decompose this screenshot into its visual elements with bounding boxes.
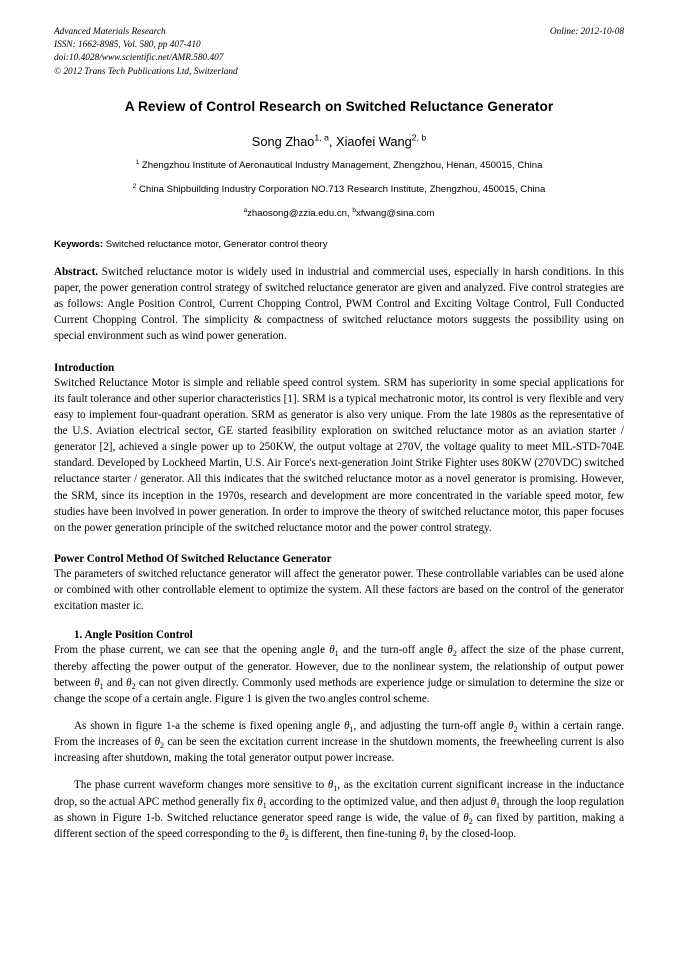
author-emails bbox=[54, 208, 624, 219]
section-heading-power-control: Power Control Method Of Switched Reluctance Generator bbox=[54, 552, 332, 565]
apc-p3-seg-e: can fixed by partition, making a different section of the speed corresponding to the bbox=[54, 811, 624, 840]
header-journal-info bbox=[54, 26, 238, 79]
apc-p2-seg-c: within a certain range. From the increases of bbox=[54, 719, 624, 749]
email-marker-a: a bbox=[243, 206, 248, 214]
author-separator: , bbox=[328, 133, 337, 149]
apc-p1-sub-1: 1 bbox=[334, 649, 339, 659]
keywords-label: Keywords: bbox=[54, 238, 104, 250]
author-name-2: Xiaofei Wang bbox=[336, 133, 412, 149]
copyright: © 2012 Trans Tech Publications Ltd, Switzerland bbox=[54, 66, 238, 77]
apc-p1-sub-3: 1 bbox=[99, 681, 104, 691]
apc-p1-theta-4: θ bbox=[126, 676, 132, 689]
apc-p3-theta-6: θ bbox=[419, 827, 425, 840]
apc-p3-theta-5: θ bbox=[279, 827, 285, 840]
apc-p1-sub-2: 2 bbox=[452, 649, 457, 659]
page-header bbox=[54, 26, 624, 79]
author-list bbox=[54, 134, 624, 149]
apc-p1-theta-1: θ bbox=[329, 644, 335, 657]
apc-p1-seg-a: From the phase current, we can see that the opening angle bbox=[54, 644, 330, 657]
author-name-1: Song Zhao bbox=[251, 133, 315, 149]
apc-p2-seg-a: As shown in figure 1-a the scheme is fixed opening angle bbox=[74, 719, 345, 732]
apc-p2-sub-2: 2 bbox=[513, 725, 518, 735]
affiliation-marker-2: 2 bbox=[132, 182, 137, 190]
apc-p3-seg-f: is different, then fine-tuning bbox=[288, 827, 420, 840]
apc-p2-seg-d: can be seen the excitation current increase in the shutdown moments, the freewheeling current is also increasing after shutdown, making the total generator output power increase. bbox=[54, 736, 624, 765]
affiliation-marker-1: 1 bbox=[135, 158, 140, 166]
journal-name: Advanced Materials Research bbox=[54, 27, 166, 37]
apc-p3-seg-g: by the closed-loop. bbox=[428, 827, 517, 840]
doi: doi:10.4028/www.scientific.net/AMR.580.407 bbox=[54, 53, 224, 64]
affiliation-text-1: Zhengzhou Institute of Aeronautical Industry Management, Zhengzhou, Henan, 450015, China bbox=[141, 159, 543, 171]
abstract-block bbox=[54, 264, 624, 345]
email-marker-b: b bbox=[352, 206, 356, 214]
subsection-heading-angle-position-control: 1. Angle Position Control bbox=[74, 629, 193, 642]
apc-p1-seg-e: can not given directly. Commonly used methods are experience judge or simulation to determine the size or change the scope of a certain angle. Figure 1 is given the two angles control scheme. bbox=[54, 676, 624, 705]
apc-p3-seg-d: through the loop regulation as shown in Figure 1-b. Switched reluctance generator speed range is wide, the value of bbox=[54, 795, 624, 824]
affiliation-text-2: China Shipbuilding Industry Corporation NO.713 Research Institute, Zhengzhou, 450015, China bbox=[138, 183, 546, 195]
apc-p3-theta-1: θ bbox=[327, 779, 334, 792]
header-online-date bbox=[550, 26, 624, 39]
apc-p1-theta-3: θ bbox=[94, 676, 100, 689]
apc-p2-theta-2: θ bbox=[508, 719, 514, 732]
apc-p3-theta-2: θ bbox=[257, 795, 263, 808]
power-control-paragraph: The parameters of switched reluctance generator will affect the generator power. These controllable variables can be used alone or combined with other controllable element to optimize the system. All these factors are based on the control of the generator excitation master ic. bbox=[54, 567, 624, 613]
affiliation-1 bbox=[54, 160, 624, 173]
apc-p1-theta-2: θ bbox=[447, 644, 453, 657]
apc-p3-sub-1: 1 bbox=[333, 784, 338, 794]
abstract-text: Switched reluctance motor is widely used in industrial and commercial uses, especially in harsh conditions. In this paper, the power generation control strategy of switched reluctance generator are given and analyzed. Five control strategies are as follows: Angle Position Control, Current Chopping Control, PWM Control and Exciting Voltage Control, Full Conducted Current Chopping Control. The simplicity & compactness of switched reluctance motors suggests the possibility using on special environment such as wind power generation. bbox=[54, 265, 624, 343]
section-heading-introduction: Introduction bbox=[54, 361, 115, 374]
online-date: Online: 2012-10-08 bbox=[549, 27, 624, 37]
email-b: xfwang@sina.com bbox=[355, 207, 435, 219]
angle-control-paragraph-3 bbox=[54, 777, 624, 842]
apc-p1-seg-b: and the turn-off angle bbox=[338, 644, 448, 657]
issn-volume: ISSN: 1662-8985, Vol. 580, pp 407-410 bbox=[54, 40, 201, 51]
keywords-value: Switched reluctance motor, Generator control theory bbox=[103, 238, 328, 250]
introduction-paragraph: Switched Reluctance Motor is simple and reliable speed control system. SRM has superiority in some special applications for its fault tolerance and other superior characteristics [1]. SRM is a typical mechatronic motor, its control is very flexible and very easy to implement four-quadrant operation. SRM as generator is also very unique. From the late 1980s as the representative of the U.S. Aviation electrical sector, GE started feasibility exploration on switched reluctance motor as an aviation starter / generator [2], achieved a single power up to 250KW, the output voltage at 270V, the voltage quality to meet MIL-STD-704E standard. Developed by Lockheed Martin, U.S. Air Force's next-generation Joint Strike Fighter uses 80KW (270VDC) switched reluctance starter / generator. All this indicates that the switched reluctance motor as a novel generator is promising. However, the SRM, since its inception in the 1970s, research and development are more concentrated in the variable speed motor, few studies have been involved in power generation. In order to improve the theory of switched reluctance motor, this paper focuses on the power generation principle of the switched reluctance motor and the power control strategy. bbox=[54, 376, 624, 534]
abstract-label: Abstract. bbox=[54, 265, 99, 278]
author-affil-marker-1: 1, a bbox=[314, 132, 329, 143]
affiliation-2 bbox=[54, 184, 624, 197]
apc-p3-theta-4: θ bbox=[463, 811, 469, 824]
apc-p2-seg-b: , and adjusting the turn-off angle bbox=[353, 719, 509, 732]
apc-p3-theta-3: θ bbox=[490, 795, 497, 808]
apc-p2-theta-3: θ bbox=[154, 736, 161, 749]
apc-p3-seg-b: , as the excitation current significant increase in the inductance drop, so the actual APC method generally fix bbox=[54, 779, 625, 808]
apc-p3-sub-6: 1 bbox=[424, 833, 429, 843]
apc-p3-seg-c: according to the optimized value, and then adjust bbox=[266, 795, 491, 808]
apc-p3-sub-4: 2 bbox=[468, 816, 473, 826]
apc-p3-sub-3: 1 bbox=[496, 800, 501, 810]
page-title: A Review of Control Research on Switched Reluctance Generator bbox=[124, 98, 554, 114]
apc-p1-seg-c: affect the size of the phase current, thereby affecting the power output of the generator. However, due to the nonlinear system, the relationship of output power between bbox=[54, 644, 624, 689]
email-a: zhaosong@zzia.edu.cn, bbox=[247, 207, 353, 219]
apc-p2-sub-3: 2 bbox=[160, 741, 165, 751]
apc-p2-sub-1: 1 bbox=[349, 725, 354, 735]
apc-p1-sub-4: 2 bbox=[131, 681, 136, 691]
apc-p3-seg-a: The phase current waveform changes more sensitive to bbox=[74, 779, 328, 792]
angle-control-paragraph-1 bbox=[54, 642, 624, 707]
angle-control-paragraph-2 bbox=[54, 718, 624, 766]
apc-p2-theta-1: θ bbox=[344, 719, 350, 732]
keywords-line bbox=[54, 239, 624, 250]
apc-p3-sub-5: 2 bbox=[284, 833, 289, 843]
apc-p1-seg-d: and bbox=[103, 676, 127, 689]
author-affil-marker-2: 2, b bbox=[411, 132, 427, 143]
apc-p3-sub-2: 1 bbox=[262, 800, 267, 810]
